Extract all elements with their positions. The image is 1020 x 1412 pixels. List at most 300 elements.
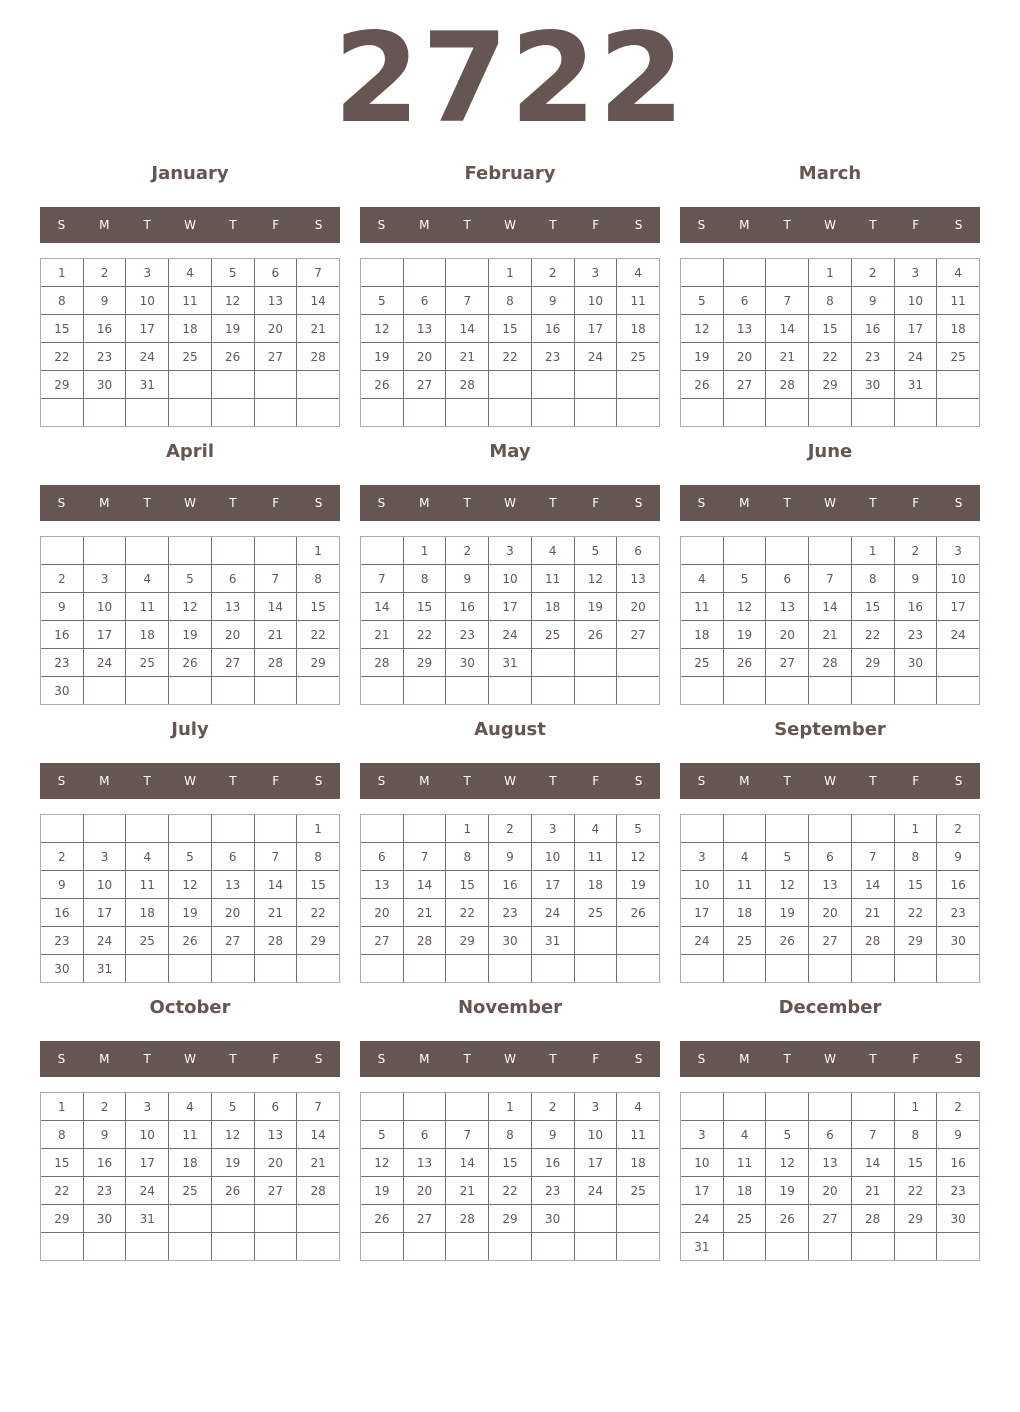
day-cell: 26 [574, 621, 617, 649]
day-cell: 3 [126, 1093, 169, 1121]
week-row [361, 259, 660, 287]
day-cell [489, 677, 532, 705]
day-cell: 6 [809, 843, 852, 871]
day-cell: 1 [851, 537, 894, 565]
week-row [681, 1177, 980, 1205]
day-cell: 29 [297, 649, 340, 677]
day-cell [297, 371, 340, 399]
day-cell: 17 [531, 871, 574, 899]
day-cell: 9 [83, 287, 126, 315]
month-calendar [360, 996, 660, 1266]
weekday-label: S [314, 218, 323, 232]
week-row [681, 1205, 980, 1233]
day-cell: 15 [446, 871, 489, 899]
day-cell: 15 [297, 871, 340, 899]
day-cell: 16 [937, 871, 980, 899]
day-cell: 28 [254, 927, 297, 955]
day-cell: 25 [169, 1177, 212, 1205]
week-row [361, 843, 660, 871]
week-row [41, 399, 340, 427]
day-cell: 19 [681, 343, 724, 371]
day-cell [83, 1233, 126, 1261]
day-cell: 8 [41, 1121, 84, 1149]
weekday-label: T [869, 218, 877, 232]
day-cell [254, 1205, 297, 1233]
weekday-label: W [184, 218, 196, 232]
day-cell: 24 [83, 927, 126, 955]
day-cell: 14 [361, 593, 404, 621]
day-cell [723, 677, 766, 705]
month-title: October [149, 997, 231, 1018]
day-cell [297, 1205, 340, 1233]
weekday-label: S [314, 496, 323, 510]
day-cell: 20 [809, 899, 852, 927]
day-cell: 26 [766, 1205, 809, 1233]
day-cell [403, 677, 446, 705]
weekday-label: T [143, 1052, 151, 1066]
day-cell: 3 [83, 843, 126, 871]
day-cell: 9 [489, 843, 532, 871]
weekday-label: F [592, 218, 600, 232]
day-cell [851, 815, 894, 843]
day-cell [41, 537, 84, 565]
day-cell: 11 [531, 565, 574, 593]
day-cell: 26 [681, 371, 724, 399]
weekday-label: W [504, 1052, 516, 1066]
day-cell: 5 [211, 259, 254, 287]
day-cell: 5 [361, 287, 404, 315]
day-cell [169, 537, 212, 565]
day-cell: 21 [446, 1177, 489, 1205]
week-row [41, 287, 340, 315]
day-cell: 14 [297, 1121, 340, 1149]
weekday-label: T [549, 1052, 557, 1066]
day-cell: 7 [809, 565, 852, 593]
day-cell: 19 [211, 315, 254, 343]
weekday-label: F [912, 774, 920, 788]
day-cell: 6 [254, 259, 297, 287]
day-cell [681, 677, 724, 705]
day-cell: 16 [41, 621, 84, 649]
day-cell: 17 [126, 315, 169, 343]
week-row [361, 677, 660, 705]
day-cell: 5 [681, 287, 724, 315]
weekday-label: S [697, 496, 706, 510]
week-row [681, 399, 980, 427]
day-cell [809, 1233, 852, 1261]
day-cell: 17 [126, 1149, 169, 1177]
day-cell: 2 [937, 1093, 980, 1121]
day-cell [254, 955, 297, 983]
weekday-label: M [99, 496, 110, 510]
day-cell [446, 1233, 489, 1261]
day-cell: 3 [126, 259, 169, 287]
day-cell [211, 1233, 254, 1261]
weekday-label: S [697, 218, 706, 232]
day-cell: 28 [361, 649, 404, 677]
day-cell: 25 [531, 621, 574, 649]
weekday-label: W [824, 218, 836, 232]
day-cell: 21 [851, 1177, 894, 1205]
weekday-label: M [419, 496, 430, 510]
week-row [681, 1093, 980, 1121]
week-row [361, 871, 660, 899]
day-cell: 19 [169, 621, 212, 649]
week-row [681, 371, 980, 399]
day-cell [169, 815, 212, 843]
day-cell [617, 927, 660, 955]
day-cell: 30 [41, 677, 84, 705]
day-cell: 29 [403, 649, 446, 677]
day-cell [723, 537, 766, 565]
day-cell [766, 259, 809, 287]
week-row [681, 593, 980, 621]
day-cell [361, 815, 404, 843]
day-cell: 30 [41, 955, 84, 983]
day-cell [361, 399, 404, 427]
day-cell: 3 [489, 537, 532, 565]
weekday-label: S [954, 496, 963, 510]
day-cell: 7 [851, 843, 894, 871]
week-row [681, 259, 980, 287]
day-cell: 24 [83, 649, 126, 677]
day-cell: 8 [403, 565, 446, 593]
day-cell: 15 [297, 593, 340, 621]
month-calendar [680, 440, 980, 710]
day-cell [809, 399, 852, 427]
day-cell [723, 955, 766, 983]
day-cell: 3 [574, 1093, 617, 1121]
day-cell [254, 815, 297, 843]
weekday-header-bar [40, 763, 340, 799]
day-cell [211, 677, 254, 705]
day-cell [809, 815, 852, 843]
day-cell [766, 955, 809, 983]
day-cell: 13 [254, 1121, 297, 1149]
day-cell [681, 955, 724, 983]
day-cell: 11 [617, 287, 660, 315]
day-cell: 1 [489, 1093, 532, 1121]
weekday-header-bar [40, 1041, 340, 1077]
day-cell: 27 [211, 927, 254, 955]
day-cell: 24 [937, 621, 980, 649]
day-cell [766, 537, 809, 565]
day-cell: 23 [41, 649, 84, 677]
day-grid [680, 258, 980, 427]
day-cell [41, 815, 84, 843]
day-cell: 22 [851, 621, 894, 649]
day-cell: 19 [361, 1177, 404, 1205]
day-cell: 4 [126, 565, 169, 593]
day-cell: 4 [169, 1093, 212, 1121]
day-grid [360, 536, 660, 705]
weekday-label: F [272, 1052, 280, 1066]
week-row [41, 1149, 340, 1177]
day-grid [360, 258, 660, 427]
day-cell [361, 677, 404, 705]
day-cell: 23 [851, 343, 894, 371]
day-cell: 22 [41, 343, 84, 371]
day-cell: 10 [531, 843, 574, 871]
day-cell: 10 [681, 1149, 724, 1177]
day-cell: 14 [766, 315, 809, 343]
day-cell [894, 399, 937, 427]
week-row [361, 1233, 660, 1261]
day-cell: 9 [531, 1121, 574, 1149]
day-cell [766, 1233, 809, 1261]
day-cell: 31 [894, 371, 937, 399]
day-cell: 5 [211, 1093, 254, 1121]
day-cell [169, 1233, 212, 1261]
month-title: July [171, 719, 209, 740]
weekday-label: T [869, 774, 877, 788]
day-cell: 14 [446, 1149, 489, 1177]
weekday-label: M [739, 218, 750, 232]
day-cell [126, 955, 169, 983]
day-cell: 9 [83, 1121, 126, 1149]
day-cell [851, 399, 894, 427]
day-cell: 12 [766, 1149, 809, 1177]
day-cell [851, 1233, 894, 1261]
weekday-header-bar [680, 207, 980, 243]
day-cell: 29 [446, 927, 489, 955]
day-cell [531, 649, 574, 677]
day-cell: 18 [169, 1149, 212, 1177]
weekday-label: S [314, 774, 323, 788]
day-cell [211, 537, 254, 565]
day-cell: 4 [681, 565, 724, 593]
day-cell [169, 399, 212, 427]
day-cell: 29 [894, 927, 937, 955]
weekday-label: M [99, 774, 110, 788]
day-cell: 5 [169, 843, 212, 871]
day-cell [254, 399, 297, 427]
week-row [41, 843, 340, 871]
day-cell [617, 371, 660, 399]
day-cell: 27 [403, 1205, 446, 1233]
day-cell [937, 1233, 980, 1261]
day-cell: 18 [723, 1177, 766, 1205]
day-cell: 17 [489, 593, 532, 621]
day-cell: 4 [723, 843, 766, 871]
weekday-label: T [783, 774, 791, 788]
day-cell: 29 [41, 371, 84, 399]
day-cell: 25 [617, 343, 660, 371]
week-row [41, 815, 340, 843]
month-calendar [360, 718, 660, 988]
day-cell: 13 [211, 593, 254, 621]
weekday-label: F [912, 1052, 920, 1066]
day-cell [169, 955, 212, 983]
day-cell: 16 [937, 1149, 980, 1177]
day-cell: 30 [894, 649, 937, 677]
day-cell: 1 [41, 1093, 84, 1121]
day-cell: 20 [254, 1149, 297, 1177]
day-cell [766, 399, 809, 427]
day-cell: 23 [531, 343, 574, 371]
day-cell: 21 [361, 621, 404, 649]
day-cell: 10 [937, 565, 980, 593]
weekday-label: M [739, 774, 750, 788]
week-row [41, 649, 340, 677]
day-cell [574, 371, 617, 399]
day-cell: 3 [83, 565, 126, 593]
month-title: September [774, 719, 886, 740]
day-cell [723, 259, 766, 287]
day-cell [211, 1205, 254, 1233]
weekday-label: S [954, 774, 963, 788]
day-cell [126, 537, 169, 565]
day-cell: 1 [446, 815, 489, 843]
week-row [41, 1205, 340, 1233]
day-cell [126, 815, 169, 843]
day-cell: 13 [723, 315, 766, 343]
day-cell: 16 [489, 871, 532, 899]
day-cell [723, 815, 766, 843]
week-row [41, 1093, 340, 1121]
month-title: December [778, 997, 882, 1018]
day-cell: 6 [254, 1093, 297, 1121]
day-cell [766, 815, 809, 843]
weekday-label: T [783, 496, 791, 510]
day-cell: 19 [574, 593, 617, 621]
year-title: 2722 [333, 7, 687, 151]
day-cell: 9 [937, 843, 980, 871]
week-row [41, 537, 340, 565]
day-cell: 3 [574, 259, 617, 287]
day-cell [297, 399, 340, 427]
day-cell [126, 399, 169, 427]
weekday-label: W [504, 496, 516, 510]
day-cell: 14 [254, 593, 297, 621]
day-cell [489, 955, 532, 983]
weekday-label: T [783, 1052, 791, 1066]
day-cell [851, 677, 894, 705]
day-cell: 19 [169, 899, 212, 927]
weekday-label: S [954, 218, 963, 232]
day-cell: 10 [83, 871, 126, 899]
day-cell: 24 [681, 1205, 724, 1233]
day-cell [83, 815, 126, 843]
weekday-label: M [99, 1052, 110, 1066]
day-grid [360, 1092, 660, 1261]
day-cell: 14 [446, 315, 489, 343]
day-cell [403, 1233, 446, 1261]
weekday-label: F [912, 496, 920, 510]
weekday-label: M [419, 774, 430, 788]
day-cell: 26 [361, 371, 404, 399]
day-cell: 2 [83, 1093, 126, 1121]
week-row [681, 287, 980, 315]
weekday-label: T [463, 496, 471, 510]
day-cell: 17 [937, 593, 980, 621]
day-cell [489, 371, 532, 399]
day-cell [766, 1093, 809, 1121]
weekday-label: S [634, 218, 643, 232]
weekday-label: S [57, 774, 66, 788]
month-title: April [165, 441, 215, 462]
day-cell [531, 371, 574, 399]
week-row [681, 927, 980, 955]
day-cell: 3 [937, 537, 980, 565]
weekday-label: S [634, 1052, 643, 1066]
week-row [681, 621, 980, 649]
day-cell: 8 [851, 565, 894, 593]
week-row [41, 955, 340, 983]
day-cell: 10 [894, 287, 937, 315]
day-cell: 6 [723, 287, 766, 315]
day-cell: 27 [211, 649, 254, 677]
week-row [41, 871, 340, 899]
weekday-label: M [419, 218, 430, 232]
day-cell: 8 [489, 1121, 532, 1149]
day-cell: 9 [41, 593, 84, 621]
day-cell: 11 [681, 593, 724, 621]
day-cell: 15 [894, 1149, 937, 1177]
day-cell: 12 [169, 871, 212, 899]
day-cell: 12 [574, 565, 617, 593]
day-cell: 18 [617, 1149, 660, 1177]
weekday-header-bar [680, 485, 980, 521]
day-cell [531, 677, 574, 705]
day-cell [361, 1093, 404, 1121]
week-row [41, 927, 340, 955]
day-cell: 24 [126, 1177, 169, 1205]
day-cell: 16 [83, 1149, 126, 1177]
weekday-label: W [184, 496, 196, 510]
day-cell: 8 [41, 287, 84, 315]
day-cell [531, 955, 574, 983]
day-cell: 1 [403, 537, 446, 565]
week-row [361, 649, 660, 677]
weekday-label: T [869, 496, 877, 510]
day-grid [40, 814, 340, 983]
day-cell: 16 [531, 1149, 574, 1177]
weekday-label: T [229, 218, 237, 232]
day-cell: 23 [531, 1177, 574, 1205]
day-cell: 31 [489, 649, 532, 677]
weekday-label: W [824, 774, 836, 788]
day-cell [574, 399, 617, 427]
day-cell: 31 [83, 955, 126, 983]
month-title: February [464, 163, 556, 184]
week-row [41, 259, 340, 287]
week-row [361, 315, 660, 343]
day-cell: 18 [723, 899, 766, 927]
day-cell: 6 [211, 843, 254, 871]
week-row [361, 371, 660, 399]
day-cell: 10 [574, 1121, 617, 1149]
weekday-label: T [463, 774, 471, 788]
day-cell: 31 [126, 1205, 169, 1233]
day-cell [809, 955, 852, 983]
weekday-label: S [697, 774, 706, 788]
day-cell: 4 [531, 537, 574, 565]
day-cell [894, 1233, 937, 1261]
day-cell: 7 [254, 843, 297, 871]
day-cell: 16 [531, 315, 574, 343]
day-cell [937, 649, 980, 677]
day-cell: 24 [489, 621, 532, 649]
weekday-label: T [463, 1052, 471, 1066]
day-cell: 13 [211, 871, 254, 899]
day-cell: 29 [851, 649, 894, 677]
weekday-label: S [57, 1052, 66, 1066]
day-cell: 2 [446, 537, 489, 565]
week-row [361, 899, 660, 927]
week-row [681, 565, 980, 593]
month-calendar [360, 440, 660, 710]
